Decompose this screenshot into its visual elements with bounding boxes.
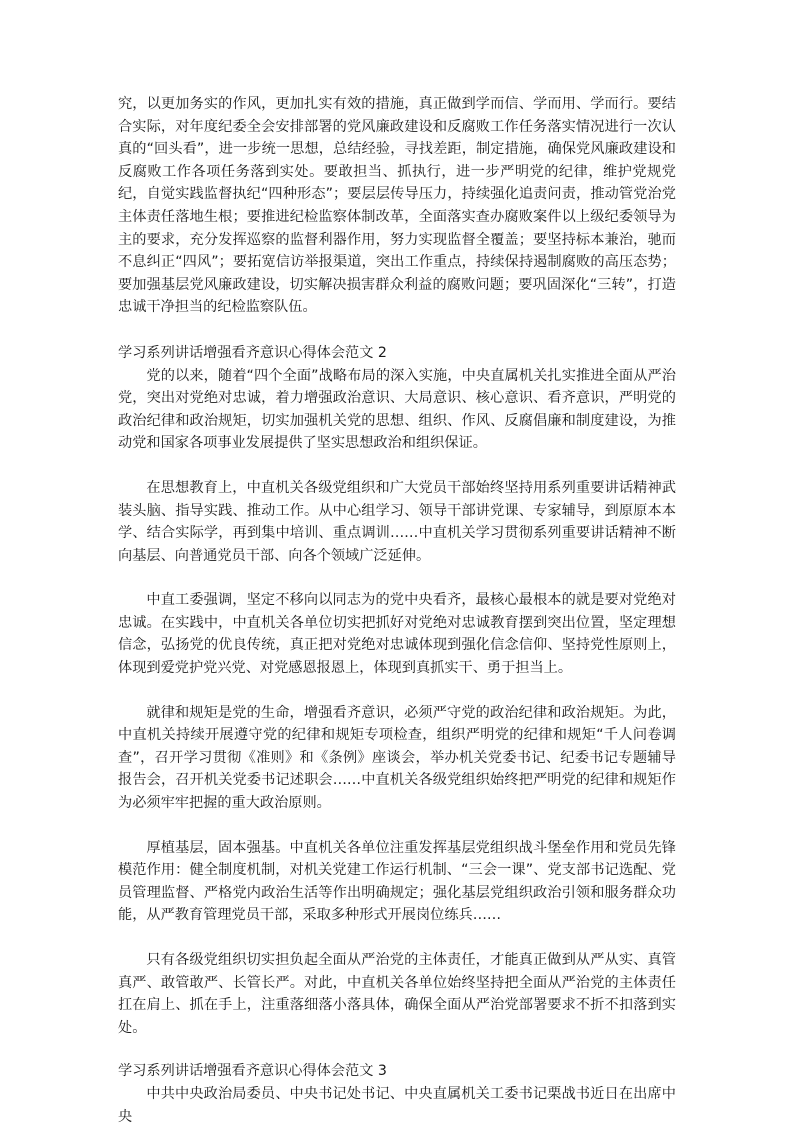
paragraph-loyalty: 中直工委强调，坚定不移向以同志为的党中央看齐，最核心最根本的就是要对党绝对忠诚。在实践中，中直机关各单位切实把抓好对党绝对忠诚教育摆到突出位置，坚定理想信念，弘扬党的优良传统，真正把对党绝对忠诚体现到强化信念信仰、坚持党性原则上，体现到爱党护党兴党、对党感恩报恩上，体现到真抓实干、勇于担当上。 [118, 592, 676, 677]
paragraph-ideological-education: 在思想教育上，中直机关各级党组织和广大党员干部始终坚持用系列重要讲话精神武装头脑、指导实践、推动工作。从中心组学习、领导干部讲党课、专家辅导，到原原本本学、结合实际学，再到集中培训、重点调训……中直机关学习贯彻系列重要讲话精神不断向基层、向普通党员干部、向各个领域广泛延伸。 [118, 479, 676, 564]
document-page [118, 93, 676, 1128]
paragraph-discipline-rules: 就律和规矩是党的生命，增强看齐意识，必须严守党的政治纪律和政治规矩。为此，中直机关持续开展遵守党的纪律和规矩专项检查，组织严明党的纪律和规矩“千人问卷调查”，召开学习贯彻《准则》和《条例》座谈会，举办机关党委书记、纪委书记专题辅导报告会，召开机关党委书记述职会……中直机关各级党组织始终把严明党的纪律和规矩作为必须牢牢把握的重大政治原则。 [118, 704, 676, 812]
paragraph-grassroots: 厚植基层，固本强基。中直机关各单位注重发挥基层党组织战斗堡垒作用和党员先锋模范作用：健全制度机制，对机关党建工作运行机制、“三会一课”、党支部书记选配、党员管理监督、严格党内政治生活等作出明确规定；强化基层党组织政治引领和服务群众功能，从严教育管理党员干部，采取多种形式开展岗位练兵…… [118, 839, 676, 924]
paragraph-responsibility: 只有各级党组织切实担负起全面从严治党的主体责任，才能真正做到从严从实、真管真严、敢管敢严、长管长严。对此，中直机关各单位始终坚持把全面从严治党的主体责任扛在肩上、抓在手上，注重落细落小落具体，确保全面从严治党部署要求不折不扣落到实处。 [118, 952, 676, 1036]
section-heading-2: 学习系列讲话增强看齐意识心得体会范文 2 [118, 344, 387, 361]
section-heading-3: 学习系列讲话增强看齐意识心得体会范文 3 [118, 1063, 387, 1080]
paragraph-intro-2: 党的以来，随着“四个全面”战略布局的深入实施，中央直属机关扎实推进全面从严治党，突出对党绝对忠诚，着力增强政治意识、大局意识、核心意识、看齐意识，严明党的政治纪律和政治规矩，切实加强机关党的思想、组织、作风、反腐倡廉和制度建设，为推动党和国家各项事业发展提供了坚实思想政治和组织保证。 [118, 367, 676, 452]
paragraph-continuation: 究，以更加务实的作风，更加扎实有效的措施，真正做到学而信、学而用、学而行。要结合实际，对年度纪委全会安排部署的党风廉政建设和反腐败工作任务落实情况进行一次认真的“回头看”，进一步统一思想，总结经验，寻找差距，制定措施，确保党风廉政建设和反腐败工作各项任务落到实处。要敢担当、抓执行，进一步严明党的纪律，维护党规党纪，自觉实践监督执纪“四种形态”；要层层传导压力，持续强化追责问责，推动管党治党主体责任落地生根；要推进纪检监察体制改革，全面落实查办腐败案件以上级纪委领导为主的要求，充分发挥巡察的监督利器作用，努力实现监督全覆盖；要坚持标本兼治，驰而不息纠正“四风”；要拓宽信访举报渠道，突出工作重点，持续保持遏制腐败的高压态势；要加强基层党风廉政建设，切实解决损害群众利益的腐败问题；要巩固深化“三转”，打造忠诚干净担当的纪检监察队伍。 [118, 96, 676, 316]
paragraph-intro-3: 中共中央政治局委员、中央书记处书记、中央直属机关工委书记栗战书近日在出席中央 [118, 1085, 676, 1125]
